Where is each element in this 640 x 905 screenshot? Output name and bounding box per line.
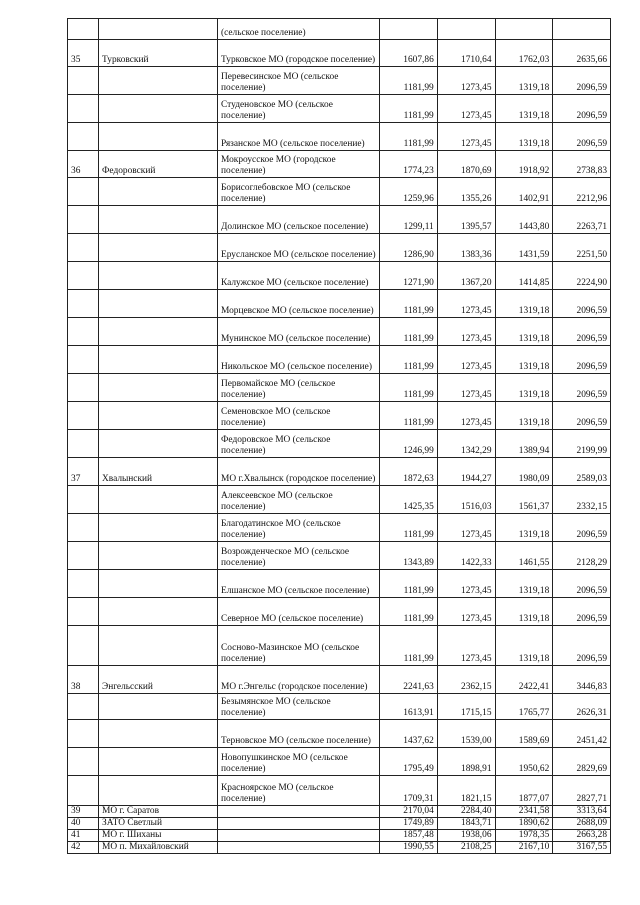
value-3: 1890,62 — [495, 818, 553, 830]
district-name — [99, 234, 218, 262]
value-1: 1181,99 — [380, 626, 438, 666]
municipality-name: МО г.Хвалынск (городское поселение) — [218, 458, 380, 486]
value-3: 1877,07 — [495, 776, 553, 806]
district-name — [99, 626, 218, 666]
value-1: 1181,99 — [380, 346, 438, 374]
value-2: 1870,69 — [437, 151, 495, 178]
value-2: 1944,27 — [437, 458, 495, 486]
row-number — [68, 542, 99, 570]
value-1: 1607,86 — [380, 40, 438, 67]
row-number: 37 — [68, 458, 99, 486]
municipality-name: (сельское поселение) — [218, 19, 380, 40]
value-4: 2626,31 — [553, 694, 611, 720]
table-row — [68, 458, 611, 486]
municipality-name: Перевесинское МО (сельское поселение) — [218, 67, 380, 95]
district-name — [99, 776, 218, 806]
table-row — [68, 262, 611, 290]
value-1: 2241,63 — [380, 666, 438, 694]
district-name — [99, 748, 218, 776]
district-name — [99, 430, 218, 458]
value-3: 1443,80 — [495, 206, 553, 234]
value-3: 1561,37 — [495, 486, 553, 514]
district-name — [99, 374, 218, 402]
value-2: 1367,20 — [437, 262, 495, 290]
municipality-name: Никольское МО (сельское поселение) — [218, 346, 380, 374]
row-number: 40 — [68, 818, 99, 830]
value-3: 1980,09 — [495, 458, 553, 486]
value-2: 2362,15 — [437, 666, 495, 694]
municipality-name: Студеновское МО (сельское поселение) — [218, 95, 380, 123]
table-row — [68, 67, 611, 95]
table-row — [68, 776, 611, 806]
municipality-name: Благодатинское МО (сельское поселение) — [218, 514, 380, 542]
municipality-name: Мунинское МО (сельское поселение) — [218, 318, 380, 346]
value-4: 2096,59 — [553, 402, 611, 430]
value-4: 2451,42 — [553, 720, 611, 748]
value-1: 1709,31 — [380, 776, 438, 806]
value-4: 2589,03 — [553, 458, 611, 486]
table-row — [68, 748, 611, 776]
row-number — [68, 346, 99, 374]
municipality-name: Елшанское МО (сельское поселение) — [218, 570, 380, 598]
municipality-name: МО г.Энгельс (городское поселение) — [218, 666, 380, 694]
value-3: 1319,18 — [495, 67, 553, 95]
value-1: 1437,62 — [380, 720, 438, 748]
value-3: 1978,35 — [495, 830, 553, 842]
value-3: 1319,18 — [495, 626, 553, 666]
value-1: 1286,90 — [380, 234, 438, 262]
value-3: 2422,41 — [495, 666, 553, 694]
value-4: 2827,71 — [553, 776, 611, 806]
value-3: 1389,94 — [495, 430, 553, 458]
value-2: 1273,45 — [437, 123, 495, 151]
value-4: 3446,83 — [553, 666, 611, 694]
value-2: 1898,91 — [437, 748, 495, 776]
row-number — [68, 262, 99, 290]
value-1: 1181,99 — [380, 123, 438, 151]
value-4: 2829,69 — [553, 748, 611, 776]
tariff-table — [67, 18, 611, 854]
value-1: 1181,99 — [380, 402, 438, 430]
district-name — [99, 570, 218, 598]
row-number: 39 — [68, 806, 99, 818]
municipality-name: Возрожденческое МО (сельское поселение) — [218, 542, 380, 570]
value-2: 1342,29 — [437, 430, 495, 458]
row-number: 41 — [68, 830, 99, 842]
value-1: 1872,63 — [380, 458, 438, 486]
district-name: МО п. Михайловский — [99, 842, 218, 854]
value-1: 1181,99 — [380, 95, 438, 123]
value-3: 1319,18 — [495, 598, 553, 626]
district-name — [99, 514, 218, 542]
table-row — [68, 430, 611, 458]
value-1: 1749,89 — [380, 818, 438, 830]
district-name — [99, 694, 218, 720]
row-number: 36 — [68, 151, 99, 178]
district-name — [99, 95, 218, 123]
value-3: 1431,59 — [495, 234, 553, 262]
district-name — [99, 318, 218, 346]
value-1: 1181,99 — [380, 598, 438, 626]
municipality-name: Борисоглебовское МО (сельское поселение) — [218, 178, 380, 206]
district-name: Федоровский — [99, 151, 218, 178]
table-body — [68, 19, 611, 854]
district-name — [99, 19, 218, 40]
row-number — [68, 626, 99, 666]
row-number — [68, 486, 99, 514]
row-number — [68, 720, 99, 748]
value-3: 1319,18 — [495, 402, 553, 430]
table-row — [68, 374, 611, 402]
value-3: 1402,91 — [495, 178, 553, 206]
municipality-name: Алексеевское МО (сельское поселение) — [218, 486, 380, 514]
district-name — [99, 598, 218, 626]
row-number — [68, 290, 99, 318]
value-3: 1950,62 — [495, 748, 553, 776]
district-name — [99, 486, 218, 514]
value-2: 1273,45 — [437, 514, 495, 542]
district-name — [99, 402, 218, 430]
row-number — [68, 402, 99, 430]
municipality-name: Морцевское МО (сельское поселение) — [218, 290, 380, 318]
value-2: 1395,57 — [437, 206, 495, 234]
district-name: Энгельсский — [99, 666, 218, 694]
district-name — [99, 262, 218, 290]
municipality-name: Новопушкинское МО (сельское поселение) — [218, 748, 380, 776]
value-4: 2251,50 — [553, 234, 611, 262]
table-row — [68, 598, 611, 626]
row-number — [68, 206, 99, 234]
district-name — [99, 346, 218, 374]
value-3: 1319,18 — [495, 346, 553, 374]
value-4: 2096,59 — [553, 290, 611, 318]
value-4: 2096,59 — [553, 123, 611, 151]
municipality-name — [218, 830, 380, 842]
value-1: 1246,99 — [380, 430, 438, 458]
table-row — [68, 842, 611, 854]
value-1: 1795,49 — [380, 748, 438, 776]
row-number — [68, 694, 99, 720]
district-name — [99, 720, 218, 748]
value-3: 2167,10 — [495, 842, 553, 854]
value-1: 1857,48 — [380, 830, 438, 842]
value-2: 1516,03 — [437, 486, 495, 514]
municipality-name: Сосново-Мазинское МО (сельское поселение) — [218, 626, 380, 666]
row-number: 38 — [68, 666, 99, 694]
municipality-name: Семеновское МО (сельское поселение) — [218, 402, 380, 430]
value-1: 1990,55 — [380, 842, 438, 854]
value-3: 1762,03 — [495, 40, 553, 67]
row-number — [68, 570, 99, 598]
value-2: 1422,33 — [437, 542, 495, 570]
value-4: 2096,59 — [553, 570, 611, 598]
table-row — [68, 570, 611, 598]
value-4: 2635,66 — [553, 40, 611, 67]
row-number — [68, 178, 99, 206]
value-3: 1319,18 — [495, 290, 553, 318]
value-3: 1319,18 — [495, 95, 553, 123]
value-1: 2170,04 — [380, 806, 438, 818]
row-number — [68, 19, 99, 40]
row-number — [68, 430, 99, 458]
municipality-name: Мокроусское МО (городское поселение) — [218, 151, 380, 178]
municipality-name: Федоровское МО (сельское поселение) — [218, 430, 380, 458]
value-2: 2284,40 — [437, 806, 495, 818]
value-4: 2096,59 — [553, 598, 611, 626]
value-4: 2199,99 — [553, 430, 611, 458]
value-2: 1273,45 — [437, 290, 495, 318]
table-row — [68, 19, 611, 40]
value-2: 1273,45 — [437, 402, 495, 430]
district-name — [99, 178, 218, 206]
value-1: 1181,99 — [380, 67, 438, 95]
district-name: Хвалынский — [99, 458, 218, 486]
value-2: 1821,15 — [437, 776, 495, 806]
value-1: 1181,99 — [380, 374, 438, 402]
municipality-name: Калужское МО (сельское поселение) — [218, 262, 380, 290]
value-1: 1181,99 — [380, 318, 438, 346]
value-2: 1843,71 — [437, 818, 495, 830]
value-1: 1181,99 — [380, 290, 438, 318]
value-1: 1343,89 — [380, 542, 438, 570]
municipality-name: Безымянское МО (сельское поселение) — [218, 694, 380, 720]
table-row — [68, 806, 611, 818]
row-number — [68, 374, 99, 402]
row-number — [68, 234, 99, 262]
table-row — [68, 830, 611, 842]
value-1: 1425,35 — [380, 486, 438, 514]
value-4: 2096,59 — [553, 346, 611, 374]
district-name: МО г. Шиханы — [99, 830, 218, 842]
value-1: 1613,91 — [380, 694, 438, 720]
value-4: 2738,83 — [553, 151, 611, 178]
table-row — [68, 178, 611, 206]
municipality-name: Терновское МО (сельское поселение) — [218, 720, 380, 748]
value-4: 2096,59 — [553, 514, 611, 542]
municipality-name: Северное МО (сельское поселение) — [218, 598, 380, 626]
value-3: 1319,18 — [495, 123, 553, 151]
table-row — [68, 234, 611, 262]
table-row — [68, 95, 611, 123]
row-number — [68, 318, 99, 346]
row-number — [68, 95, 99, 123]
value-4: 2224,90 — [553, 262, 611, 290]
row-number: 35 — [68, 40, 99, 67]
municipality-name — [218, 842, 380, 854]
value-1: 1271,90 — [380, 262, 438, 290]
value-2: 1273,45 — [437, 626, 495, 666]
value-3 — [495, 19, 553, 40]
value-3: 1589,69 — [495, 720, 553, 748]
value-4: 2212,96 — [553, 178, 611, 206]
value-4: 2332,15 — [553, 486, 611, 514]
district-name — [99, 206, 218, 234]
table-row — [68, 818, 611, 830]
table-row — [68, 694, 611, 720]
district-name — [99, 290, 218, 318]
value-2: 1539,00 — [437, 720, 495, 748]
district-name: Турковский — [99, 40, 218, 67]
value-3: 1765,77 — [495, 694, 553, 720]
value-2: 1938,06 — [437, 830, 495, 842]
value-4: 2263,71 — [553, 206, 611, 234]
value-1: 1181,99 — [380, 570, 438, 598]
table-row — [68, 290, 611, 318]
value-4: 2128,29 — [553, 542, 611, 570]
value-3: 1414,85 — [495, 262, 553, 290]
value-3: 1319,18 — [495, 318, 553, 346]
value-1 — [380, 19, 438, 40]
row-number — [68, 514, 99, 542]
value-4: 2663,28 — [553, 830, 611, 842]
value-3: 1461,55 — [495, 542, 553, 570]
value-2: 2108,25 — [437, 842, 495, 854]
municipality-name: Красноярское МО (сельское поселение) — [218, 776, 380, 806]
table-row — [68, 402, 611, 430]
value-3: 2341,58 — [495, 806, 553, 818]
table-row — [68, 626, 611, 666]
table-row — [68, 206, 611, 234]
value-4: 2688,09 — [553, 818, 611, 830]
value-3: 1319,18 — [495, 570, 553, 598]
municipality-name: Первомайское МО (сельское поселение) — [218, 374, 380, 402]
table-row — [68, 720, 611, 748]
value-3: 1319,18 — [495, 374, 553, 402]
value-2: 1383,36 — [437, 234, 495, 262]
value-2: 1273,45 — [437, 374, 495, 402]
row-number — [68, 748, 99, 776]
value-3: 1319,18 — [495, 514, 553, 542]
value-2: 1273,45 — [437, 318, 495, 346]
value-2: 1273,45 — [437, 598, 495, 626]
value-2: 1273,45 — [437, 95, 495, 123]
table-row — [68, 40, 611, 67]
municipality-name: Рязанское МО (сельское поселение) — [218, 123, 380, 151]
value-2: 1273,45 — [437, 570, 495, 598]
municipality-name: Турковское МО (городское поселение) — [218, 40, 380, 67]
municipality-name — [218, 818, 380, 830]
table-row — [68, 318, 611, 346]
value-2 — [437, 19, 495, 40]
district-name: МО г. Саратов — [99, 806, 218, 818]
row-number: 42 — [68, 842, 99, 854]
table-row — [68, 666, 611, 694]
value-4: 2096,59 — [553, 318, 611, 346]
value-4: 2096,59 — [553, 374, 611, 402]
district-name — [99, 67, 218, 95]
row-number — [68, 598, 99, 626]
district-name — [99, 542, 218, 570]
table-row — [68, 486, 611, 514]
value-4: 3313,64 — [553, 806, 611, 818]
value-1: 1259,96 — [380, 178, 438, 206]
value-4 — [553, 19, 611, 40]
value-2: 1355,26 — [437, 178, 495, 206]
table-row — [68, 542, 611, 570]
value-1: 1299,11 — [380, 206, 438, 234]
value-2: 1710,64 — [437, 40, 495, 67]
value-4: 2096,59 — [553, 67, 611, 95]
value-4: 2096,59 — [553, 626, 611, 666]
value-2: 1715,15 — [437, 694, 495, 720]
district-name — [99, 123, 218, 151]
row-number — [68, 776, 99, 806]
value-4: 3167,55 — [553, 842, 611, 854]
value-4: 2096,59 — [553, 95, 611, 123]
table-row — [68, 346, 611, 374]
table-row — [68, 151, 611, 178]
municipality-name: Долинское МО (сельское поселение) — [218, 206, 380, 234]
district-name: ЗАТО Светлый — [99, 818, 218, 830]
value-2: 1273,45 — [437, 346, 495, 374]
municipality-name: Ерусланское МО (сельское поселение) — [218, 234, 380, 262]
table-row — [68, 514, 611, 542]
value-2: 1273,45 — [437, 67, 495, 95]
value-1: 1181,99 — [380, 514, 438, 542]
row-number — [68, 67, 99, 95]
value-3: 1918,92 — [495, 151, 553, 178]
value-1: 1774,23 — [380, 151, 438, 178]
row-number — [68, 123, 99, 151]
municipality-name — [218, 806, 380, 818]
table-row — [68, 123, 611, 151]
